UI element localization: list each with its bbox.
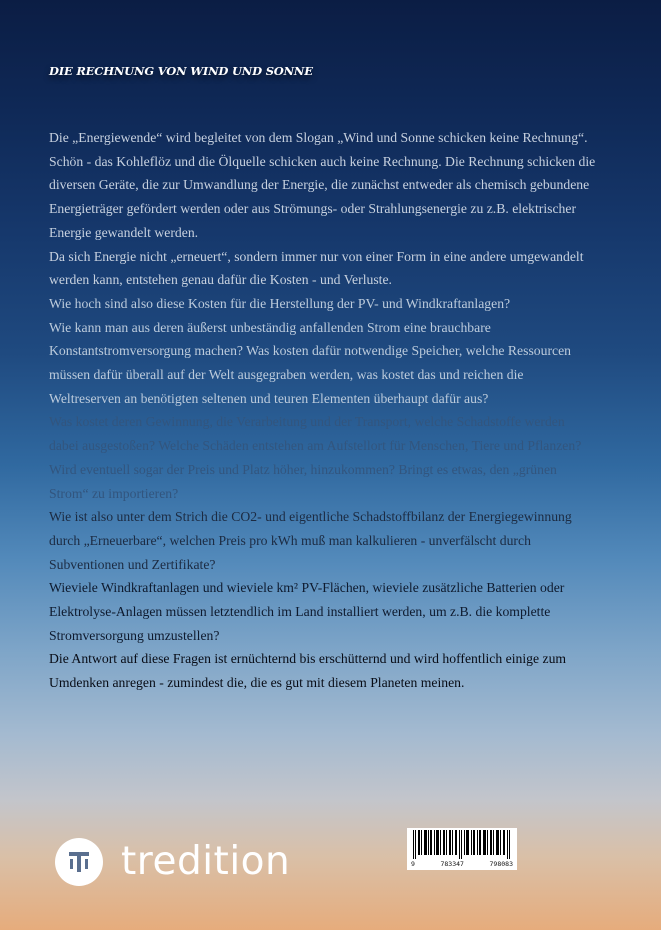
blurb-paragraph: Die Antwort auf diese Fragen ist ernüchternd bis erschütternd und wird hoffentlich einige zum Umdenken anregen - zumindest die, die es gut mit diesem Planeten meinen. — [49, 651, 567, 691]
blurb-paragraph-faded: Was kostet deren Gewinnung, die Verarbeitung und der Transport, welche Schadstoffe werden dabei ausgestoßen? Welche Schäden entstehen am Aufstellort für Menschen, Tiere und Pflanzen? Wird eventuell sogar der Preis und Platz höher, hinzukommen? Bringt es etwas, den „grünen Strom“ zu importieren? — [49, 414, 582, 501]
barcode-digits — [411, 860, 513, 869]
publisher-name: tredition — [121, 839, 291, 884]
barcode-group-2: 798083 — [489, 860, 513, 868]
blurb-paragraph: Die „Energiewende“ wird begleitet von dem Slogan „Wind und Sonne schicken keine Rechnung“. — [49, 130, 588, 145]
barcode-bars — [411, 830, 513, 859]
isbn-barcode — [407, 828, 517, 870]
publisher-logo — [55, 838, 290, 886]
barcode-group-1: 783347 — [440, 860, 464, 868]
blurb-paragraph: Wie hoch sind also diese Kosten für die Herstellung der PV- und Windkraftanlagen? — [49, 295, 511, 311]
blurb-paragraph: Wie kann man aus deren äußerst unbeständig anfallenden Strom eine brauchbare Konstantstromversorgung machen? Was kosten dafür notwendige Speicher, welche Ressourcen müssen dafür überall auf der Welt ausgegraben werden, was kostet das und reichen die Weltreserven an benötigten seltenen und teuren Elementen überhaupt dafür aus? — [49, 319, 572, 406]
blurb-paragraph: Wieviele Windkraftanlagen und wieviele km² PV-Flächen, wieviele zusätzliche Batterien oder Elektrolyse-Anlagen müssen letztendlich im Land installiert werden, um z.B. die komplette Stromversorgung umzustellen? — [49, 580, 565, 643]
blurb-paragraph: Da sich Energie nicht „erneuert“, sondern immer nur von einer Form in eine andere umgewandelt werden kann, entstehen genau dafür die Kosten - und Verluste. — [49, 248, 584, 288]
barcode-prefix: 9 — [411, 860, 415, 868]
blurb-paragraph: Wie ist also unter dem Strich die CO2- und eigentliche Schadstoffbilanz der Energiegewinnung durch „Erneuerbare“, welchen Preis pro kWh muß man kalkulieren - unverfälscht durch Subventionen und Zertifikate? — [49, 509, 572, 572]
tredition-logo-icon — [55, 838, 103, 886]
blurb-text — [49, 126, 597, 695]
blurb-paragraph: Schön - das Kohleflöz und die Ölquelle schicken auch keine Rechnung. Die Rechnung schicken die diversen Geräte, die zur Umwandlung der Energie, die zunächst entweder als chemisch gebundene Energieträger gefördert werden oder aus Strömungs- oder Strahlungsenergie zu z.B. elektrischer Energie gewandelt werden. — [49, 153, 596, 240]
book-title: DIE RECHNUNG VON WIND UND SONNE — [49, 64, 313, 78]
